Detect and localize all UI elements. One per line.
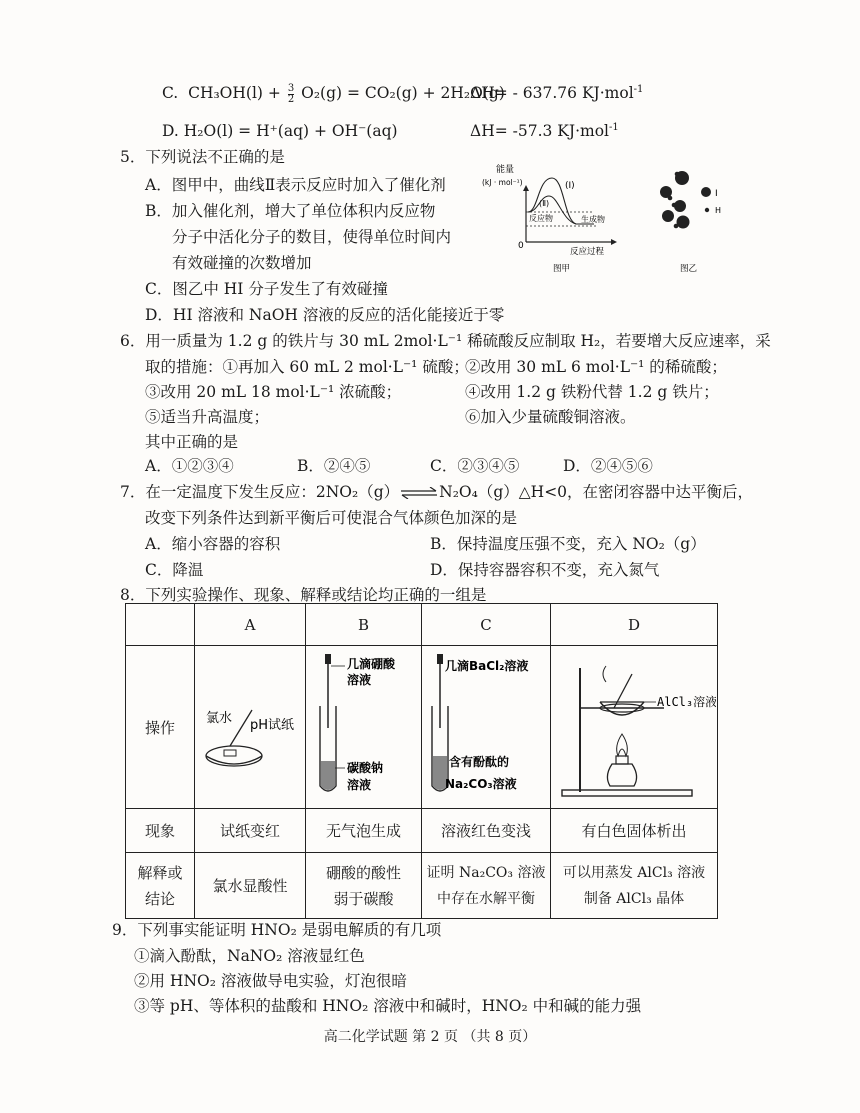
q5-option-c: C．图乙中 HI 分子发生了有效碰撞 <box>145 280 388 298</box>
ph-paper-label: pH试纸 <box>250 718 295 733</box>
q9-item-3: ③等 pH、等体积的盐酸和 HNO₂ 溶液中和碱时，HNO₂ 中和碱的能力强 <box>134 997 642 1015</box>
aluminum-chloride-label: AlCl₃溶液 <box>657 695 716 709</box>
column-header-a: A <box>195 604 306 646</box>
q7-option-a: A．缩小容器的容积 <box>145 535 281 553</box>
alcohol-lamp <box>607 764 636 786</box>
experiment-table <box>125 603 718 919</box>
cell-c-operation <box>422 646 551 809</box>
page-footer: 高二化学试题 第 2 页 （共 8 页） <box>323 1029 537 1045</box>
q6-measure-6: ⑥加入少量硫酸铜溶液。 <box>465 408 636 426</box>
q6-measure-5: ⑤适当升高温度； <box>145 408 270 426</box>
stand-base <box>562 790 692 796</box>
svg-text:溶液: 溶液 <box>347 778 372 792</box>
q9-item-1: ①滴入酚酞，NaNO₂ 溶液显红色 <box>134 947 365 965</box>
y-axis-arrow <box>523 185 529 191</box>
q7-stem-line1: 7．在一定温度下发生反应：2NO₂（g） N₂O₄（g）△H<0，在密闭容器中达平衡后， <box>120 483 754 501</box>
ph-paper-dish-figure <box>196 646 304 804</box>
q6-stem-line1: 6．用一质量为 1.2 g 的铁片与 30 mL 2mol·L⁻¹ 稀硫酸反应制取 H₂，若要增大反应速率，采 <box>120 332 771 350</box>
sodium-carbonate-solution-label: Na₂CO₃溶液 <box>445 777 517 791</box>
curve-2-label: (Ⅱ) <box>539 199 550 208</box>
hydrogen-atom <box>674 224 679 229</box>
q7-option-c: C．降温 <box>145 561 204 579</box>
q4-c-enthalpy: ΔH= - 637.76 KJ·mol$^{-1}$ <box>470 83 644 102</box>
figure-caption: 图甲 <box>553 264 571 274</box>
reactant-label: 反应物 <box>529 214 553 223</box>
ph-paper-strip <box>224 750 236 756</box>
origin-label: 0 <box>518 241 524 251</box>
column-header-b: B <box>306 604 422 646</box>
row-label-operation: 操作 <box>126 646 195 809</box>
solution <box>321 761 335 790</box>
q9-item-2: ②用 HNO₂ 溶液做导电实验，灯泡很暗 <box>134 972 407 990</box>
q6-measure-3: ③改用 20 mL 18 mol·L⁻¹ 浓硫酸； <box>145 383 402 401</box>
legend-iodine-dot <box>701 187 711 197</box>
x-axis-arrow <box>611 239 617 245</box>
q6-option-a: A．①②③④ <box>145 457 234 475</box>
q6-measure-2: ②改用 30 mL 6 mol·L⁻¹ 的稀硫酸； <box>465 358 727 376</box>
legend-hydrogen-label: H <box>715 206 722 215</box>
legend-hydrogen-dot <box>705 208 709 212</box>
cell-c-phenomenon: 溶液红色变浅 <box>422 809 551 853</box>
cell-d-explanation: 可以用蒸发 AlCl₃ 溶液 制备 AlCl₃ 晶体 <box>551 853 718 919</box>
test-tube-c-figure <box>423 646 549 804</box>
hydrogen-atom <box>672 203 677 208</box>
cell-c-explanation: 证明 Na₂CO₃ 溶液 中存在水解平衡 <box>422 853 551 919</box>
hydrogen-atom <box>668 196 673 201</box>
iodine-atom <box>677 216 690 229</box>
x-axis-label: 反应过程 <box>570 247 605 257</box>
fraction: $\frac{3}{2}$ <box>287 82 295 105</box>
q6-option-c: C．②③④⑤ <box>430 457 520 475</box>
flame <box>617 734 628 756</box>
molecule-collision-figure <box>650 160 730 278</box>
cell-b-phenomenon: 无气泡生成 <box>306 809 422 853</box>
q9-stem: 9．下列事实能证明 HNO₂ 是弱电解质的有几项 <box>112 921 442 939</box>
q6-prompt: 其中正确的是 <box>145 433 239 451</box>
cell-b-explanation: 硼酸的酸性 弱于碳酸 <box>306 853 422 919</box>
dropper-bulb <box>437 654 443 664</box>
row-label-explanation: 解释或 结论 <box>126 853 195 919</box>
q4-d-enthalpy: ΔH= -57.3 KJ·mol$^{-1}$ <box>470 121 619 140</box>
q6-option-b: B．②④⑤ <box>297 457 371 475</box>
column-header-c: C <box>422 604 551 646</box>
q5-stem: 5．下列说法不正确的是 <box>120 148 285 166</box>
q5-option-d: D．HI 溶液和 NaOH 溶液的反应的活化能接近于零 <box>145 306 505 324</box>
q5-option-b-line3: 有效碰撞的次数增加 <box>172 254 312 272</box>
phenolphthalein-label: 含有酚酞的 <box>449 755 510 769</box>
dropper-bulb <box>325 654 331 664</box>
q5-option-b-line2: 分子中活化分子的数目，使得单位时间内 <box>172 228 452 246</box>
chlorine-water-label: 氯水 <box>206 711 233 726</box>
iodine-atom <box>662 210 674 222</box>
figure-caption: 图乙 <box>680 264 698 274</box>
q8-stem: 8．下列实验操作、现象、解释或结论均正确的一组是 <box>120 586 487 604</box>
cell-a-phenomenon: 试纸变红 <box>195 809 306 853</box>
q7-option-d: D．保持容器容积不变，充入氮气 <box>430 561 660 579</box>
column-header-d: D <box>551 604 718 646</box>
q6-measure-1: 取的措施：①再加入 60 mL 2 mol·L⁻¹ 硫酸； <box>145 358 469 376</box>
product-label: 生成物 <box>581 215 605 224</box>
q4-option-c: C. CH₃OH(l) + $\frac{3}{2}$ O₂(g) = CO₂(g) + 2H₂O(g) <box>162 82 505 105</box>
cell-a-explanation: 氯水显酸性 <box>195 853 306 919</box>
equilibrium-arrow-icon <box>400 487 438 499</box>
q5-option-a: A．图甲中，曲线Ⅱ表示反应时加入了催化剂 <box>145 176 446 194</box>
q4-option-d: D. H₂O(l) = H⁺(aq) + OH⁻(aq) <box>162 122 398 140</box>
q6-option-d: D．②④⑤⑥ <box>563 457 653 475</box>
energy-axis-unit: (kJ · mol⁻¹) <box>482 178 523 187</box>
evaporation-apparatus-figure <box>552 646 716 804</box>
q7-option-b: B．保持温度压强不变，充入 NO₂（g） <box>430 535 706 553</box>
cell-d-operation <box>551 646 718 809</box>
q7-stem-line2: 改变下列条件达到新平衡后可使混合气体颜色加深的是 <box>145 509 518 527</box>
test-tube-b-figure <box>307 646 420 804</box>
energy-axis-label: 能量 <box>496 165 515 175</box>
glass-rod <box>230 710 252 746</box>
sodium-carbonate-label: 碳酸钠 <box>347 761 384 775</box>
svg-text:溶液: 溶液 <box>347 673 372 687</box>
energy-diagram <box>476 160 626 278</box>
row-label-phenomenon: 现象 <box>126 809 195 853</box>
q6-measure-4: ④改用 1.2 g 铁粉代替 1.2 g 铁片； <box>465 383 719 401</box>
table-corner <box>126 604 195 646</box>
cell-b-operation <box>306 646 422 809</box>
legend-iodine-label: I <box>715 189 718 199</box>
barium-chloride-label: 几滴BaCl₂溶液 <box>445 659 529 673</box>
boric-acid-label: 几滴硼酸 <box>347 657 396 671</box>
q5-option-b-line1: B．加入催化剂，增大了单位体积内反应物 <box>145 202 436 220</box>
curve-1-label: (Ⅰ) <box>565 181 575 191</box>
cell-d-phenomenon: 有白色固体析出 <box>551 809 718 853</box>
hydrogen-atom <box>675 172 680 177</box>
cell-a-operation <box>195 646 306 809</box>
glass-rod <box>614 674 632 708</box>
